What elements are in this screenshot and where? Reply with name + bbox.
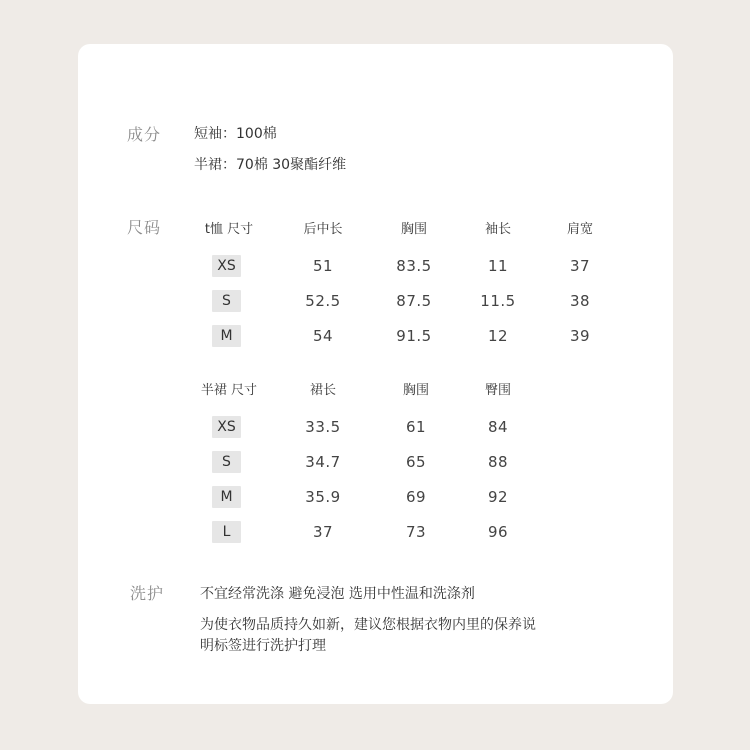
table-cell: 65 [405, 453, 427, 471]
table-cell: 37 [569, 257, 591, 275]
size-badge: S [212, 451, 241, 473]
tshirt-header-length: 后中长 [303, 222, 343, 237]
tshirt-header-shoulder: 肩宽 [566, 222, 593, 237]
care-label: 洗护 [130, 584, 165, 603]
table-cell: 11.5 [480, 292, 516, 310]
table-cell: 38 [569, 292, 591, 310]
size-badge: XS [212, 255, 241, 277]
care-line-3: 明标签进行洗护打理 [200, 638, 326, 654]
table-cell: 92 [487, 488, 509, 506]
size-badge: S [212, 290, 241, 312]
size-badge: XS [212, 416, 241, 438]
size-badge: M [212, 325, 241, 347]
table-cell: 52.5 [305, 292, 341, 310]
skirt-header-hip: 臀围 [484, 383, 511, 398]
table-cell: 35.9 [305, 488, 341, 506]
composition-tshirt: 短袖：100棉 [194, 126, 277, 142]
skirt-header-size: 半裙 尺寸 [200, 383, 258, 398]
size-badge: M [212, 486, 241, 508]
care-line-1: 不宜经常洗涤 避免浸泡 选用中性温和洗涤剂 [200, 586, 475, 602]
table-cell: 69 [405, 488, 427, 506]
table-cell: 34.7 [305, 453, 341, 471]
table-cell: 61 [405, 418, 427, 436]
table-cell: 73 [405, 523, 427, 541]
size-label: 尺码 [127, 218, 162, 237]
size-info-card [78, 44, 673, 704]
table-cell: 12 [487, 327, 509, 345]
tshirt-header-sleeve: 袖长 [484, 222, 511, 237]
table-cell: 91.5 [396, 327, 432, 345]
table-cell: 88 [487, 453, 509, 471]
table-cell: 11 [487, 257, 509, 275]
table-cell: 96 [487, 523, 509, 541]
composition-label: 成分 [127, 125, 162, 144]
table-cell: 51 [312, 257, 334, 275]
table-cell: 84 [487, 418, 509, 436]
table-cell: 33.5 [305, 418, 341, 436]
size-badge: L [212, 521, 241, 543]
table-cell: 54 [312, 327, 334, 345]
skirt-header-length: 裙长 [309, 383, 336, 398]
composition-skirt: 半裙：70棉 30聚酯纤维 [194, 157, 347, 173]
skirt-header-chest: 胸围 [402, 383, 429, 398]
tshirt-header-chest: 胸围 [400, 222, 427, 237]
table-cell: 37 [312, 523, 334, 541]
table-cell: 39 [569, 327, 591, 345]
table-cell: 87.5 [396, 292, 432, 310]
care-line-2: 为使衣物品质持久如新，建议您根据衣物内里的保养说 [200, 617, 536, 633]
tshirt-header-size: t恤 尺寸 [204, 222, 254, 237]
table-cell: 83.5 [396, 257, 432, 275]
